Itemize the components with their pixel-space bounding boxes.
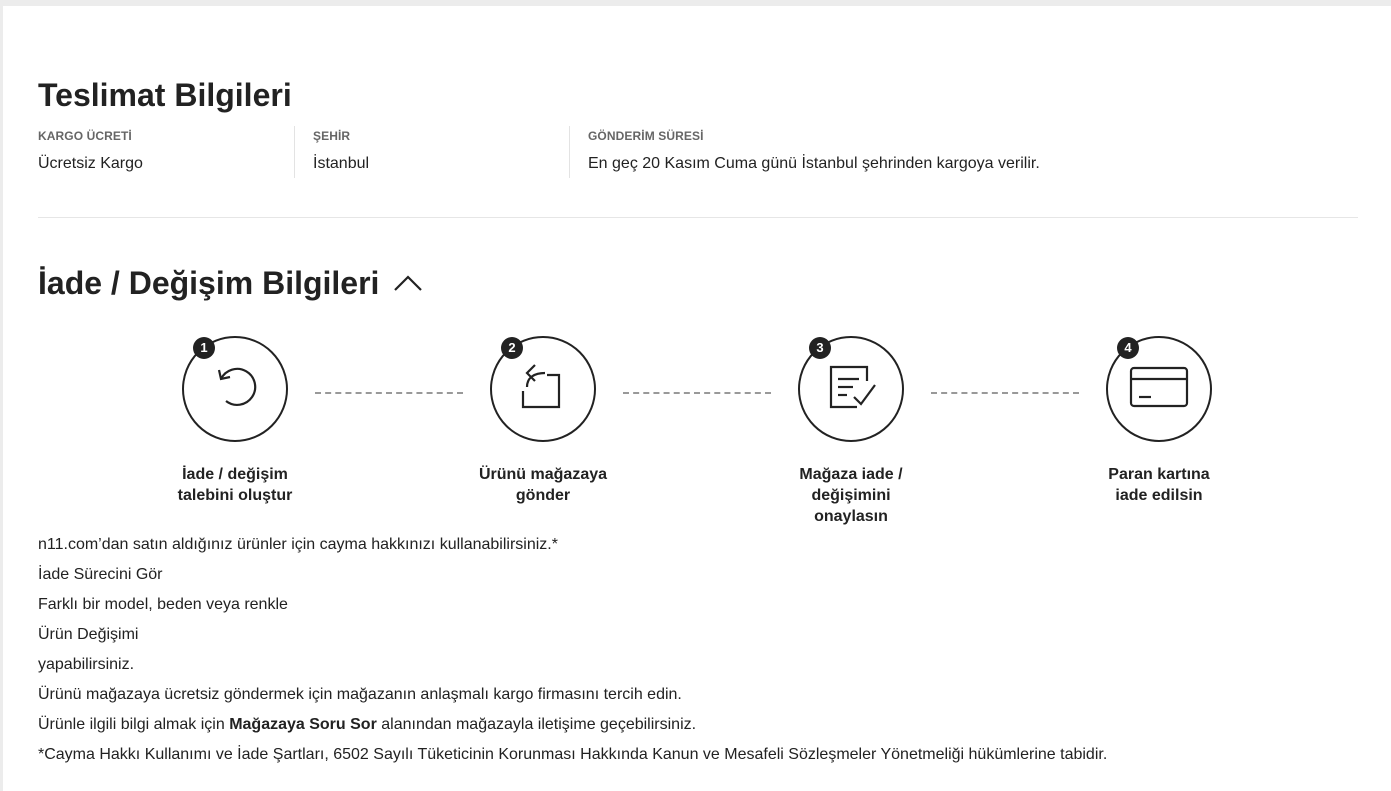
- step-2-line2: gönder: [515, 487, 571, 504]
- step-3-text: [761, 464, 941, 527]
- shipping-time-column: [569, 126, 1288, 178]
- legal-note: *Cayma Hakkı Kullanımı ve İade Şartları, 6502 Sayılı Tüketicinin Korunması Hakkında Kanun ve Mesafeli Sözleşmeler Yönetmeliği hükümlerine tabidir.: [38, 746, 1108, 763]
- returns-info-header[interactable]: [38, 264, 423, 302]
- step-connector-2: [623, 392, 771, 394]
- step-connector-3: [931, 392, 1079, 394]
- section-divider: [38, 217, 1358, 218]
- step-2-text: [453, 464, 633, 506]
- reply-box-icon: [513, 357, 573, 422]
- shipping-fee-column: [38, 126, 294, 178]
- delivery-info-title: Teslimat Bilgileri: [38, 77, 292, 113]
- withdrawal-right-text: n11.com’dan satın aldığınız ürünler için cayma hakkınızı kullanabilirsiniz.*: [38, 536, 558, 553]
- credit-card-icon: [1127, 357, 1191, 422]
- shipping-time-label: GÖNDERİM SÜRESİ: [588, 129, 704, 143]
- shipping-fee-label: KARGO ÜCRETİ: [38, 129, 132, 143]
- free-shipping-note: Ürünü mağazaya ücretsiz göndermek için mağazanın anlaşmalı kargo firmasını tercih edin.: [38, 686, 682, 703]
- step-4-line1: Paran kartına: [1108, 466, 1210, 483]
- ask-store-note: [38, 710, 1338, 740]
- shipping-fee-value: Ücretsiz Kargo: [38, 155, 143, 172]
- approve-document-icon: [821, 357, 881, 422]
- step-3-line1: Mağaza iade / değişimini: [799, 466, 903, 504]
- step-connector-1: [315, 392, 463, 394]
- return-step-1: [145, 336, 325, 506]
- product-exchange-link[interactable]: Ürün Değişimi: [38, 626, 139, 643]
- step-4-number: 4: [1117, 337, 1139, 359]
- return-step-4: [1069, 336, 1249, 506]
- delivery-info-row: [38, 126, 1288, 178]
- step-4-line2: iade edilsin: [1115, 487, 1203, 504]
- undo-icon: [205, 357, 265, 422]
- step-1-text: [145, 464, 325, 506]
- step-1-number: 1: [193, 337, 215, 359]
- return-step-2: [453, 336, 633, 506]
- step-3-line2: onaylasın: [814, 508, 888, 525]
- exchange-text: Farklı bir model, beden veya renkle: [38, 596, 288, 613]
- returns-info-text: [38, 530, 1338, 770]
- step-1-line1: İade / değişim: [182, 466, 288, 483]
- step-2-line1: Ürünü mağazaya: [478, 466, 608, 483]
- city-value: İstanbul: [313, 155, 370, 172]
- step-2-number: 2: [501, 337, 523, 359]
- ask-store-pre: Ürünle ilgili bilgi almak için: [38, 716, 230, 733]
- return-process-link[interactable]: İade Sürecini Gör: [38, 566, 163, 583]
- ask-store-link[interactable]: Mağazaya Soru Sor: [229, 716, 377, 733]
- step-3-number: 3: [809, 337, 831, 359]
- returns-info-title: İade / Değişim Bilgileri: [38, 265, 380, 301]
- shipping-time-value: En geç 20 Kasım Cuma günü İstanbul şehrinden kargoya verilir.: [588, 155, 1040, 172]
- product-details-panel: [3, 6, 1391, 791]
- exchange-text-end: yapabilirsiniz.: [38, 656, 135, 673]
- step-2-circle: [490, 336, 596, 442]
- chevron-up-icon[interactable]: [393, 273, 423, 293]
- step-1-circle: [182, 336, 288, 442]
- city-column: [294, 126, 569, 178]
- city-label: ŞEHİR: [313, 129, 351, 143]
- return-step-3: [761, 336, 941, 527]
- step-1-line2: talebini oluştur: [177, 487, 293, 504]
- step-3-circle: [798, 336, 904, 442]
- step-4-text: [1069, 464, 1249, 506]
- step-4-circle: [1106, 336, 1212, 442]
- ask-store-post: alanından mağazayla iletişime geçebilirsiniz.: [376, 716, 697, 733]
